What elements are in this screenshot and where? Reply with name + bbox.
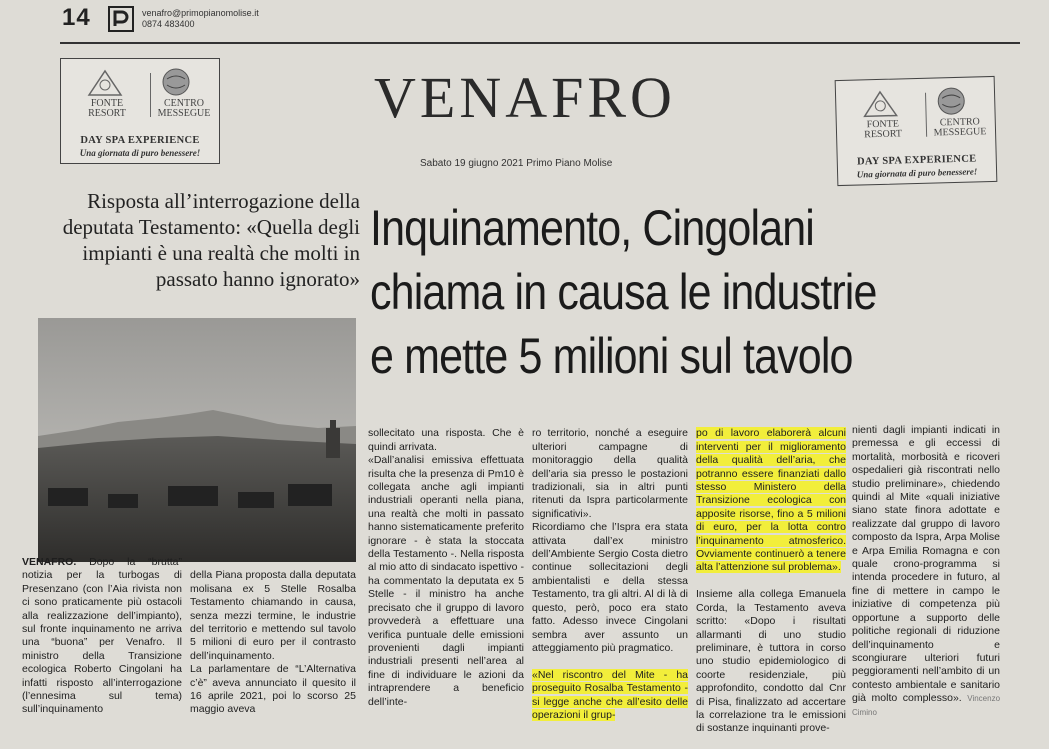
newspaper-logo-icon xyxy=(108,6,134,32)
article-column-6 xyxy=(852,424,1000,728)
byline-tail: Vincenzo Cimino xyxy=(852,694,1001,717)
ad-tagline: Una giornata di puro benessere! xyxy=(79,148,201,158)
lead-word: VENAFRO. xyxy=(22,556,77,568)
contact-phone: 0874 483400 xyxy=(142,19,195,29)
article-photo xyxy=(38,318,356,562)
ad-tagline: Una giornata di puro benessere! xyxy=(856,166,978,180)
masthead-title: VENAFRO xyxy=(374,65,676,130)
column-6-text: nienti dagli impianti indicati in premessa e gli eccessi di mortalità, morbosità e ricoveri ospedalieri già riscontrati nello studio preliminare», chiedendo quindi al Mite «quali iniziative siano state finora adottate e realizzate dal gruppo di lavoro composto da Ispra, Arpa Molise e Arpa Emilia Romagna e con quale crono-programma si intenda procedere in futuro, al fine di mettere in campo le iniziative di competenza più opportune a supporto delle politiche regionali di riduzione dell’inquinamento e scongiurare ulteriori futuri peggioramenti nell’ambito di un contesto ambientale e sanitario già molto complesso». xyxy=(852,424,1000,705)
headline-line-1: Inquinamento, Cingolani xyxy=(370,200,814,256)
column-4-text: ro territorio, nonché a eseguire ulteriori campagne di monitoraggio della qualità dell’aria sia presso le postazioni tradizionali, sia in altri punti ritenuti da Ispra particolarmente significativi». Ricordiamo che l’Ispra era stata attivata dall’ex ministro dell’Ambiente Sergio Costa dietro continue sollecitazioni degli ambientalisti e della stessa Testamento, tra gli altri. Al di là di questo, però, poco era stato fatto. Adesso invece Cingolani sembra aver assunto un atteggiamento più pragmatico. xyxy=(532,427,688,654)
ad-brand-left: FONTE RESORT xyxy=(88,98,126,119)
column-2-text: della Piana proposta dalla deputata molisana ex 5 Stelle Rosalba Testamento chiamando in causa, senza mezzi termine, le industrie del territorio e mettendo sul tavolo 5 milioni di euro per il contrasto dell’inquinamento. La parlamentare de “L’Alternativa c’è” aveva annunciato il quesito il 16 aprile 2021, poi lo scorso 25 maggio aveva xyxy=(190,569,356,716)
contact-info xyxy=(142,8,259,30)
headline-line-2: chiama in causa le industrie xyxy=(370,264,877,320)
header-rule xyxy=(60,42,1020,44)
contact-email: venafro@primopianomolise.it xyxy=(142,8,259,18)
column-5-highlight: po di lavoro elaborerà alcuni interventi per il miglioramento della qualità dell’aria, che potranno essere finanziati dallo stesso Ministero della Transizione ecologica con apposite risorse, fino a 5 milioni di euro, per la lotta contro l’inquinamento atmosferico. Ovviamente continuerò a tenere alta l’attenzione sul problema». xyxy=(696,427,846,574)
resort-emblem-icon xyxy=(85,65,125,101)
ad-brand-right: CENTRO MESSEGUE xyxy=(157,98,211,119)
ad-promo: DAY SPA EXPERIENCE xyxy=(856,153,977,168)
globe-icon xyxy=(936,86,967,117)
ad-promo: DAY SPA EXPERIENCE xyxy=(80,135,200,146)
column-3-text: sollecitato una risposta. Che è quindi arrivata. «Dall’analisi emissiva effettuata risulta che la presenza di Pm10 è collegata anche agli impianti industriali operanti nella piana, una realtà che molti in passato hanno sistematicamente preferito ignorare - è stata la stoccata della Testamento -. Nella risposta al mio atto di sindacato ispettivo - ha commentato la deputata ex 5 Stelle - il ministro ha anche precisato che il gruppo di lavoro provvederà a effettuare una verifica puntuale delle emissioni provenienti dagli impianti industriali presenti nell’area al fine di individuare le azioni da intraprendere a beneficio dell’inte- xyxy=(368,427,524,708)
resort-emblem-icon xyxy=(860,85,901,122)
page-number: 14 xyxy=(62,4,91,31)
column-1-text: Dopo la “brutta” notizia per la turbogas di Presenzano (con l’Aia rivista non ci sono praticamente più ostacoli alla realizzazione dell’impianto), sul fronte inquinamento ne arriva una “buona” per Venafro. Il ministro della Transizione ecologica Roberto Cingolani ha infatti risposto all’interrogazione (l’ennesima sul tema) sull’inquinamento xyxy=(22,556,182,716)
ad-box-right xyxy=(835,76,998,186)
article-column-1 xyxy=(22,556,182,728)
ad-brand-right: CENTRO MESSEGUE xyxy=(933,116,987,139)
article-headline xyxy=(370,196,938,388)
ad-brand-left: FONTE RESORT xyxy=(864,118,903,141)
headline-line-3: e mette 5 milioni sul tavolo xyxy=(370,328,853,384)
ad-box-left xyxy=(60,58,220,164)
article-column-5 xyxy=(696,414,846,735)
article-kicker: Risposta all’interrogazione della deputata Testamento: «Quella degli impianti è una realtà che molti in passato hanno ignorato» xyxy=(62,189,360,291)
dateline: Sabato 19 giugno 2021 Primo Piano Molise xyxy=(420,158,613,169)
article-column-4 xyxy=(532,414,688,728)
article-column-2 xyxy=(190,556,356,728)
column-5-text: Insieme alla collega Emanuela Corda, la Testamento aveva scritto: «Dopo i risultati allarmanti di uno studio preliminare, è tuttora in corso uno studio epidemiologico di coorte residenziale, più approfondito, condotto dal Cnr di Pisa, finalizzato ad accertare la correlazione tra le emissioni di sostanze inquinanti prove- xyxy=(696,588,846,735)
article-column-3 xyxy=(368,414,524,728)
globe-icon xyxy=(161,67,191,97)
column-4-highlight: «Nel riscontro del Mite - ha proseguito Rosalba Testamento - si legge anche che all’esito delle operazioni il grup- xyxy=(532,668,688,721)
